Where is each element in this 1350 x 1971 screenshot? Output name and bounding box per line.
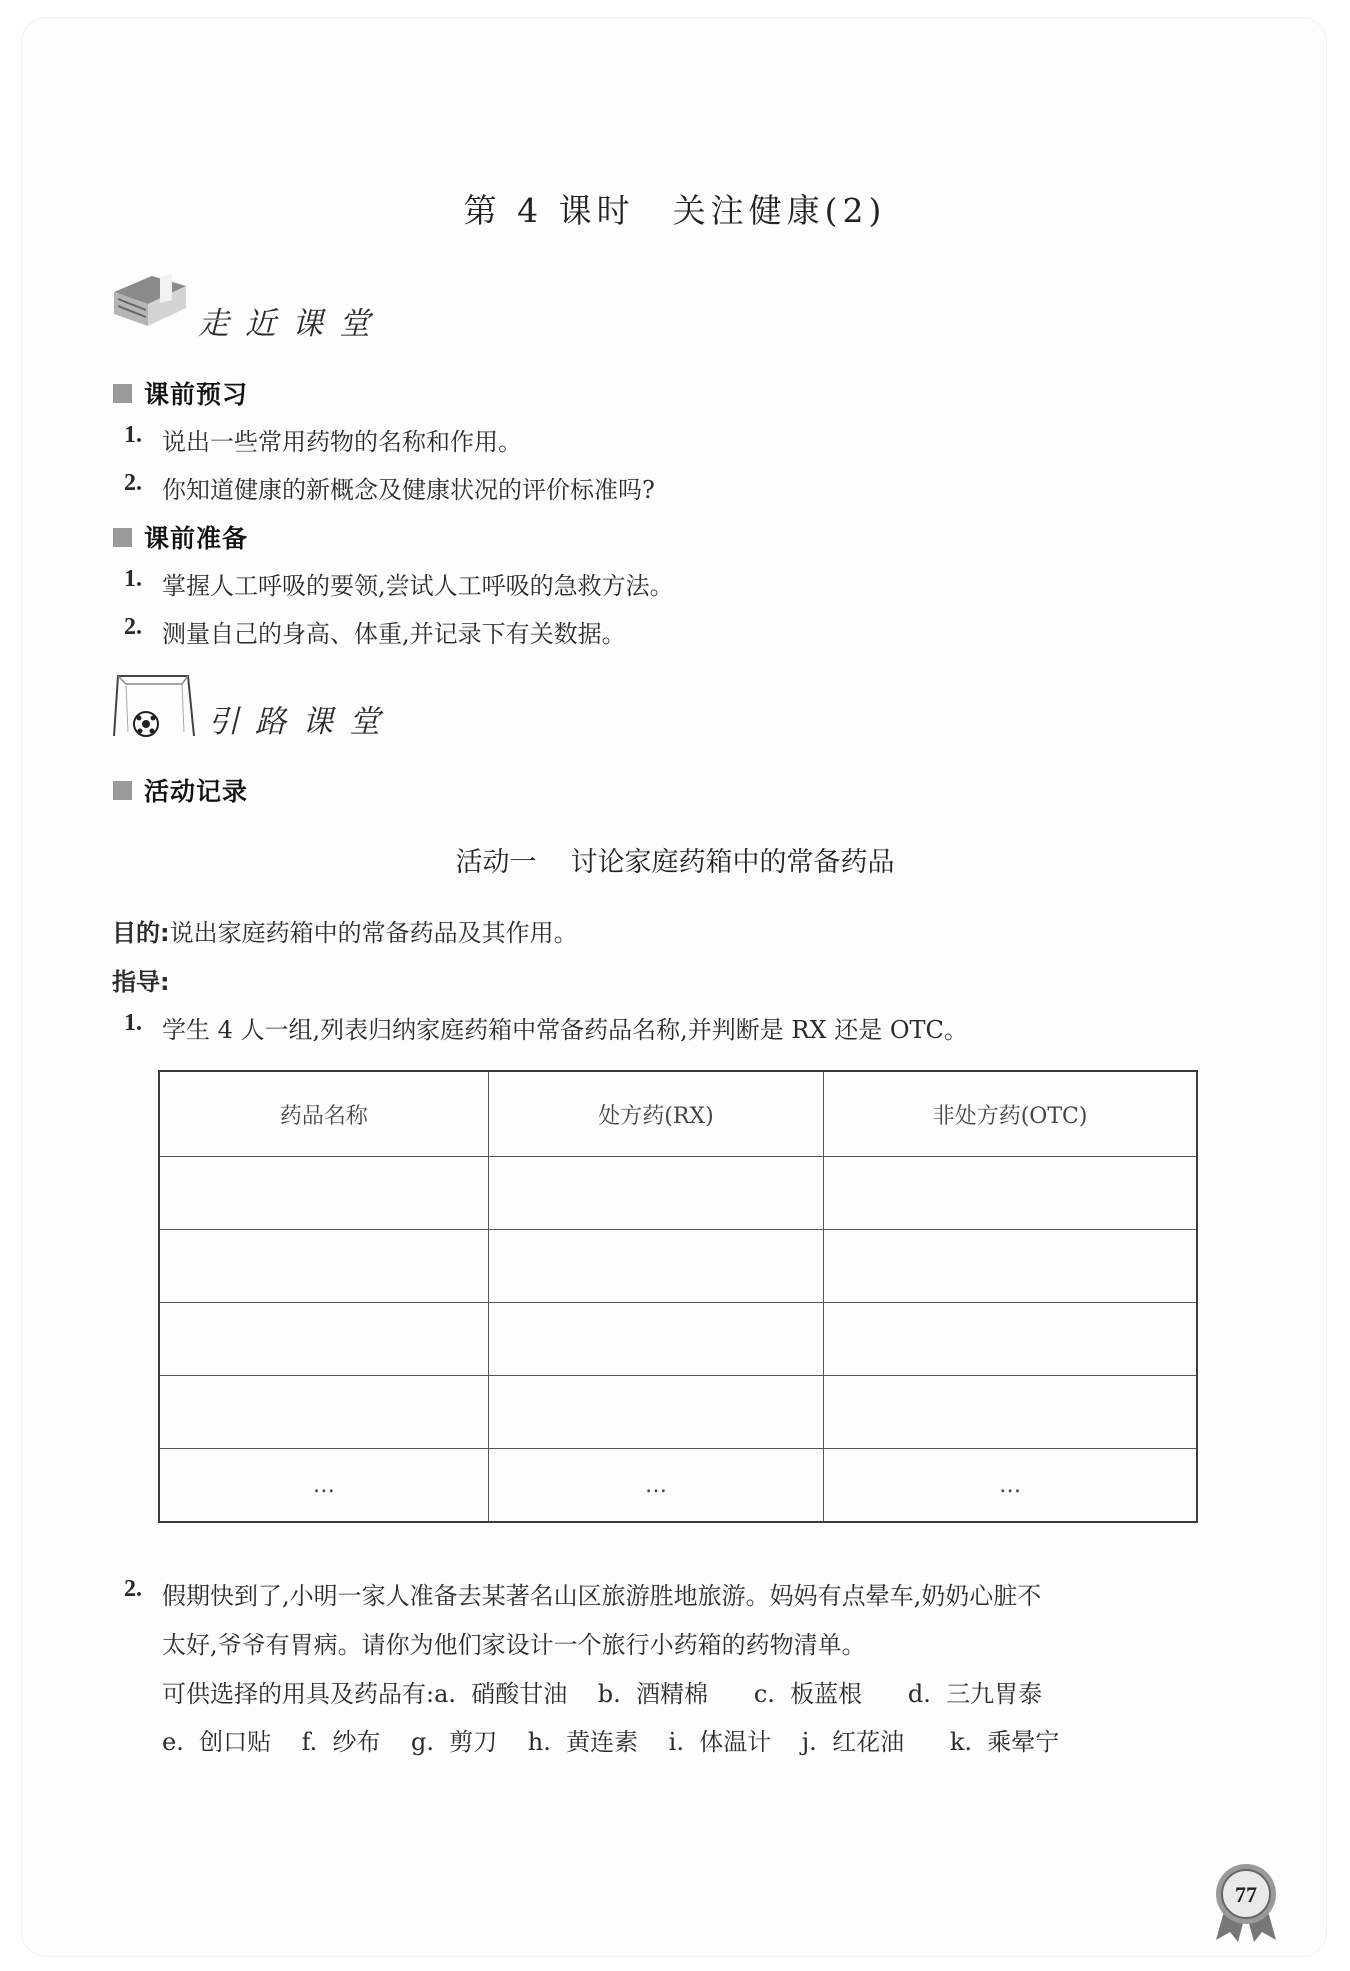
question-text: 学生 4 人一组,列表归纳家庭药箱中常备药品名称,并判断是 RX 还是 OTC。 (162, 1016, 968, 1044)
page-number: 77 (1235, 1882, 1257, 1907)
options-line-1: 可供选择的用具及药品有:a. 硝酸甘油 b. 酒精棉 c. 板蓝根 d. 三九胃泰 (162, 1680, 1043, 1708)
page-title: 第 4 课时 关注健康(2) (463, 191, 887, 230)
table-header-row (159, 1071, 1197, 1157)
item-text: 掌握人工呼吸的要领,尝试人工呼吸的急救方法。 (162, 572, 674, 600)
table-cell[interactable] (488, 1230, 823, 1303)
preview-heading (113, 375, 248, 411)
section-label-walk-into-class: 走近课堂 (198, 306, 386, 342)
table-row (159, 1449, 1197, 1523)
table-cell[interactable] (488, 1157, 823, 1230)
item-text: 说出一些常用药物的名称和作用。 (162, 428, 522, 456)
medicine-table (158, 1070, 1198, 1523)
prepare-heading-text: 课前准备 (144, 524, 249, 553)
item-text: 测量自己的身高、体重,并记录下有关数据。 (162, 620, 626, 648)
table-row (159, 1303, 1197, 1376)
table-row (159, 1376, 1197, 1449)
purpose-label: 目的: (112, 919, 170, 947)
page-number-badge (1208, 1862, 1284, 1948)
guide-label: 指导: (112, 968, 170, 996)
table-header-cell: 处方药(RX) (488, 1071, 823, 1157)
prepare-heading (113, 519, 248, 555)
table-cell[interactable] (159, 1230, 488, 1303)
table-cell[interactable] (159, 1303, 488, 1376)
table-cell[interactable] (159, 1157, 488, 1230)
prepare-item (124, 614, 626, 649)
table-cell-ellipsis: … (488, 1449, 823, 1523)
table-header-cell: 非处方药(OTC) (824, 1071, 1197, 1157)
table-cell[interactable] (488, 1303, 823, 1376)
activity-record-heading (113, 772, 248, 808)
activity-title (0, 840, 1350, 879)
item-number: 1. (124, 1010, 142, 1036)
ribbon-badge-icon (1208, 1862, 1284, 1944)
table-cell[interactable] (824, 1157, 1197, 1230)
section-label-guided-class: 引路课堂 (208, 704, 396, 740)
table-cell[interactable] (159, 1376, 488, 1449)
section-walk-into-class (108, 272, 192, 340)
guide-line (112, 962, 170, 997)
options-line-2: e. 创口贴 f. 纱布 g. 剪刀 h. 黄连素 i. 体温计 j. 红花油 k. 乘晕宁 (162, 1728, 1060, 1756)
item-number: 2. (124, 470, 142, 496)
prepare-item (124, 566, 674, 601)
table-cell[interactable] (824, 1230, 1197, 1303)
item-text: 你知道健康的新概念及健康状况的评价标准吗? (162, 476, 655, 504)
activity-record-heading-text: 活动记录 (144, 777, 249, 806)
question-text-line2: 太好,爷爷有胃病。请你为他们家设计一个旅行小药箱的药物清单。 (162, 1631, 866, 1659)
purpose-text: 说出家庭药箱中的常备药品及其作用。 (169, 919, 578, 947)
question-text-line1: 假期快到了,小明一家人准备去某著名山区旅游胜地旅游。妈妈有点晕车,奶奶心脏不 (162, 1582, 1042, 1610)
preview-heading-text: 课前预习 (144, 380, 249, 409)
book-icon (108, 272, 192, 336)
item-number: 1. (124, 422, 142, 448)
table-cell[interactable] (488, 1376, 823, 1449)
purpose-line (112, 913, 578, 948)
soccer-goal-icon (108, 670, 198, 740)
activity-topic: 讨论家庭药箱中的常备药品 (570, 847, 895, 878)
activity-name: 活动一 (455, 847, 537, 878)
question-2-line2 (162, 1625, 866, 1660)
table-cell[interactable] (824, 1376, 1197, 1449)
question-2 (124, 1576, 1041, 1611)
heading-square-marker (113, 528, 132, 547)
item-number: 2. (124, 614, 142, 640)
question-1 (124, 1010, 968, 1045)
table-cell-ellipsis: … (824, 1449, 1197, 1523)
heading-square-marker (113, 781, 132, 800)
preview-item (124, 422, 522, 457)
item-number: 2. (124, 1576, 142, 1602)
heading-square-marker (113, 384, 132, 403)
item-number: 1. (124, 566, 142, 592)
table-row (159, 1157, 1197, 1230)
table-row (159, 1230, 1197, 1303)
preview-item (124, 470, 655, 505)
table-cell-ellipsis: … (159, 1449, 488, 1523)
section-guided-class (108, 670, 198, 744)
table-cell[interactable] (824, 1303, 1197, 1376)
table-header-cell: 药品名称 (159, 1071, 488, 1157)
